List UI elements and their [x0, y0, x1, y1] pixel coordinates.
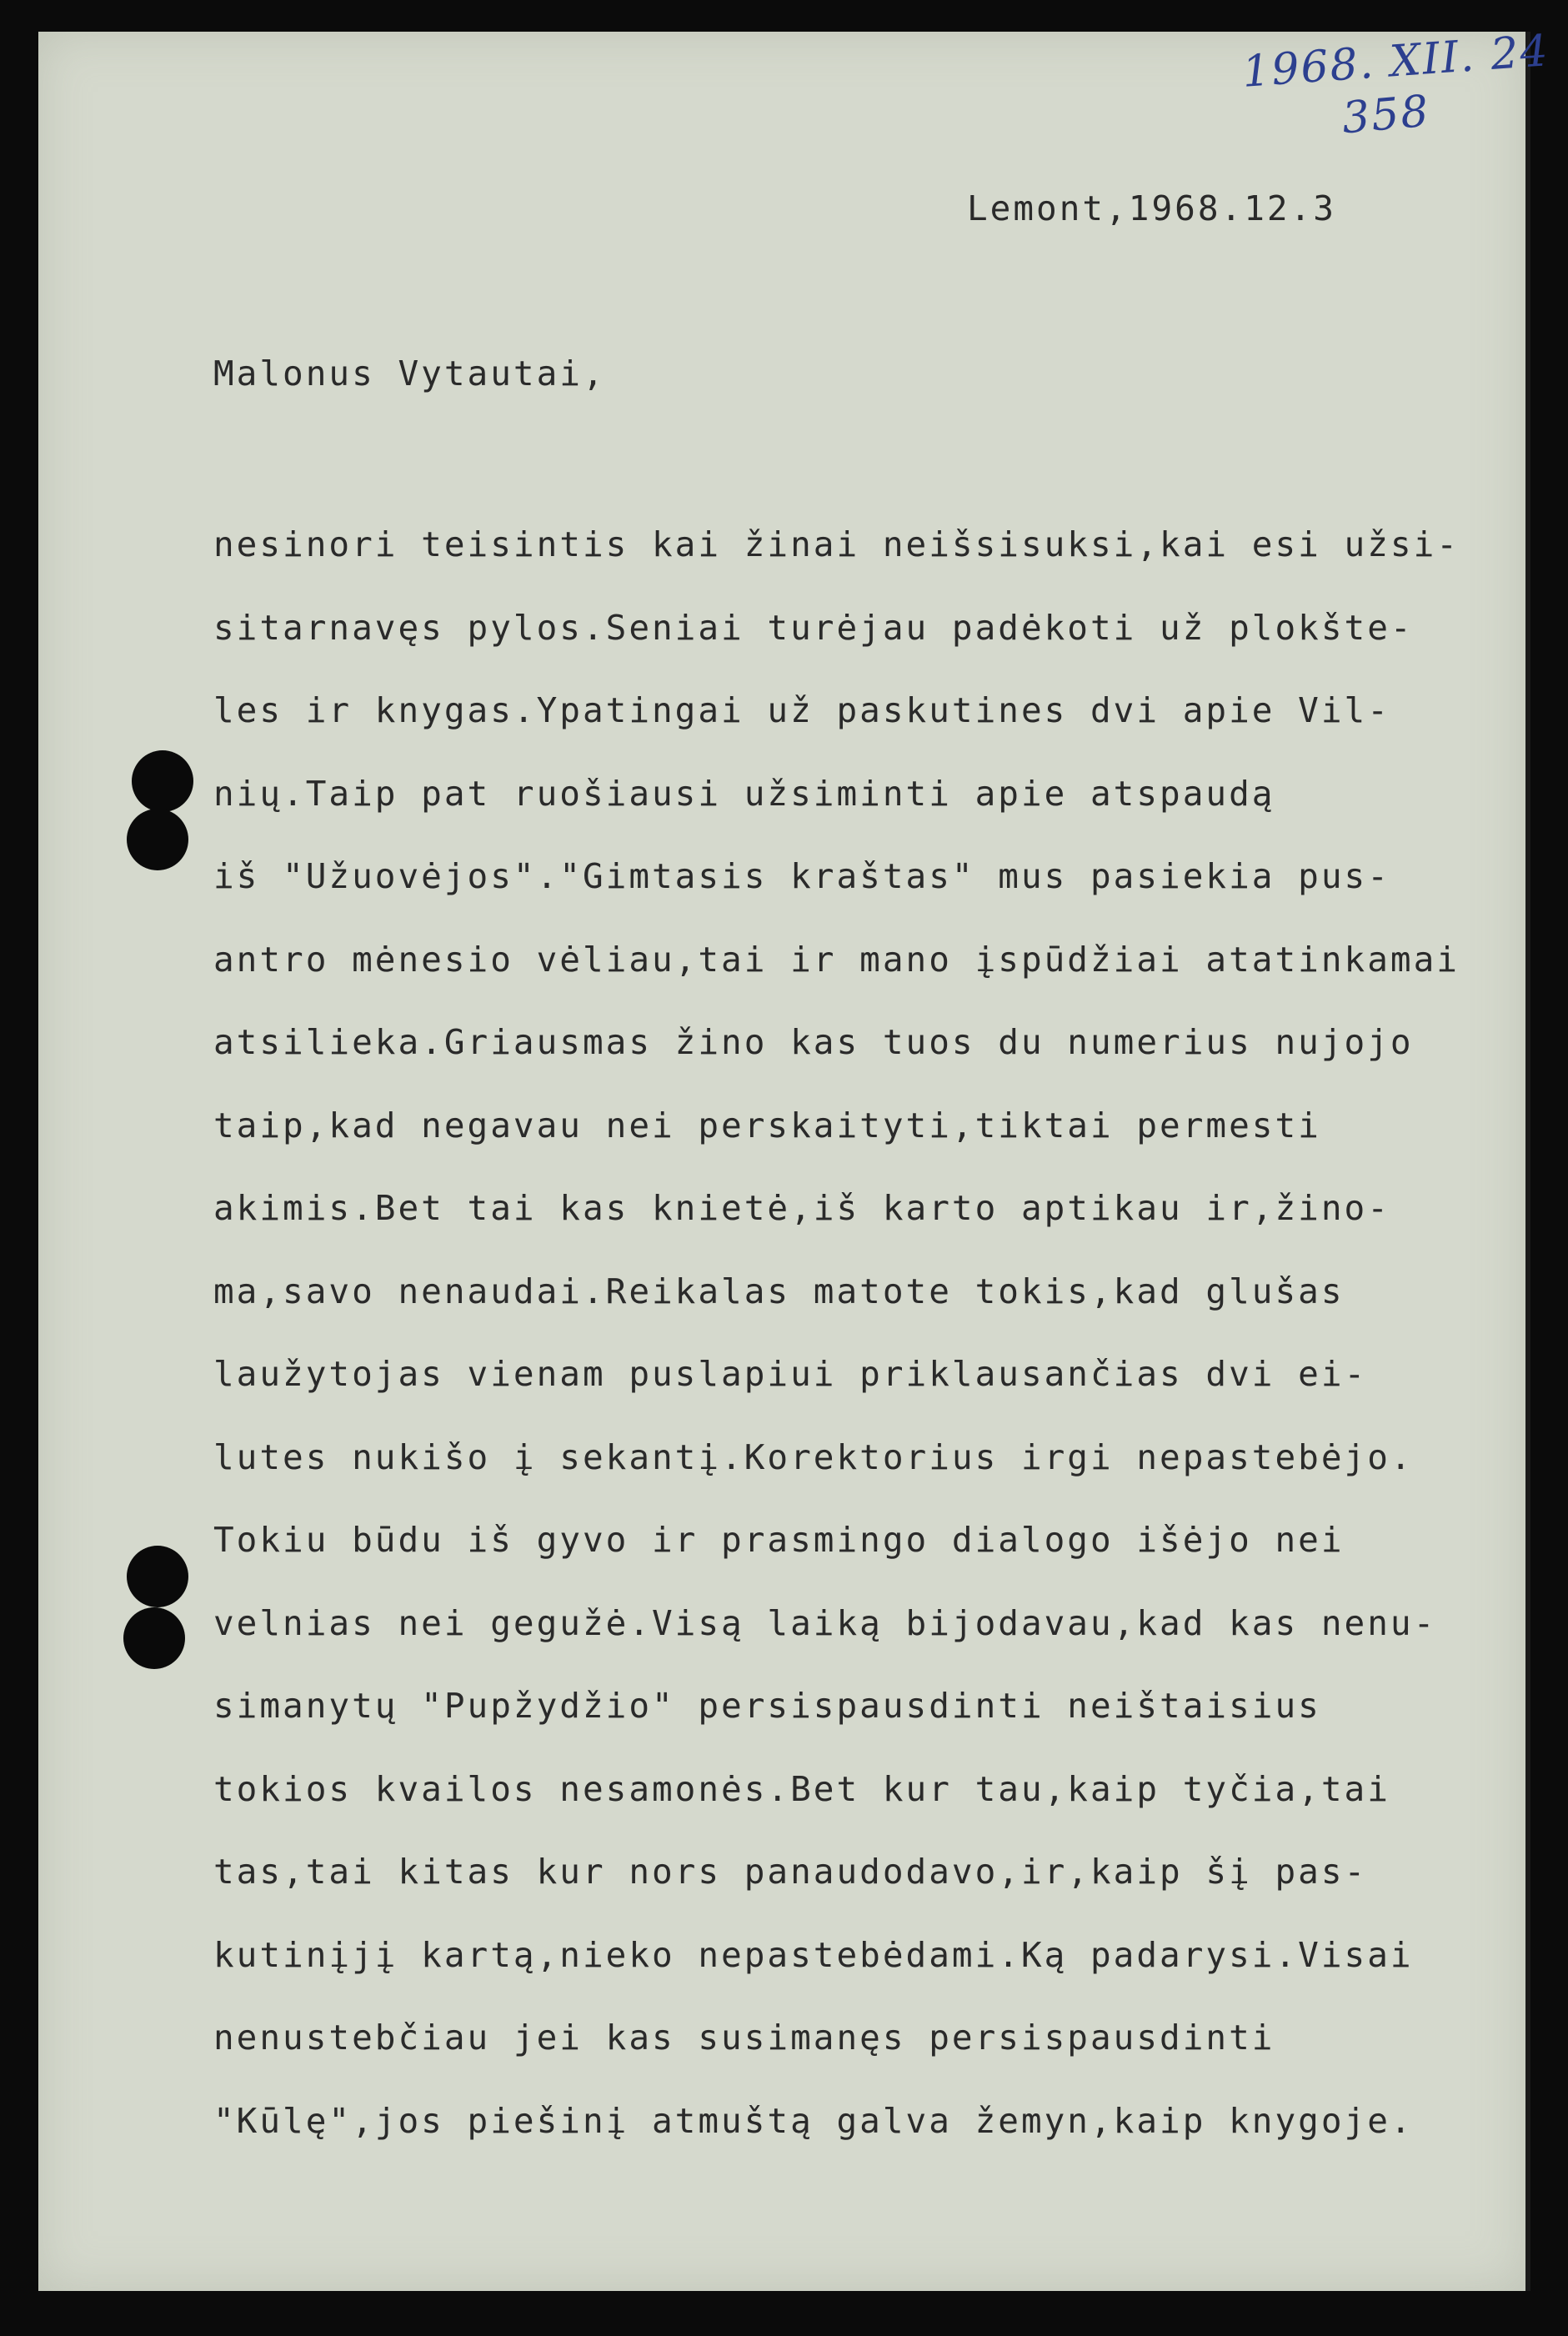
letter-body: [213, 524, 1460, 2183]
body-line: ma,savo nenaudai.Reikalas matote tokis,kad glušas: [213, 1271, 1345, 1311]
body-line: taip,kad negavau nei perskaityti,tiktai permesti: [213, 1105, 1321, 1145]
body-line: iš "Užuovėjos"."Gimtasis kraštas" mus pasiekia pus-: [213, 856, 1390, 896]
body-line: tas,tai kitas kur nors panaudodavo,ir,kaip šį pas-: [213, 1852, 1368, 1892]
body-line: atsilieka.Griausmas žino kas tuos du numerius nujojo: [213, 1022, 1414, 1062]
punch-hole: [127, 1546, 188, 1607]
page-edge-shadow: [1525, 32, 1530, 2291]
handwritten-number-note: 358: [1340, 86, 1432, 144]
body-line: simanytų "Pupžydžio" persispausdinti neištaisius: [213, 1686, 1321, 1726]
body-line: lutes nukišo į sekantį.Korektorius irgi nepastebėjo.: [213, 1436, 1414, 1477]
handwritten-date-note: 1968. XII. 24: [1240, 26, 1551, 98]
body-line: nesinori teisintis kai žinai neišsisuksi,kai esi užsi-: [213, 524, 1460, 564]
body-line: kutinįjį kartą,nieko nepastebėdami.Ką padarysi.Visai: [213, 1934, 1414, 1975]
place-and-date: Lemont,1968.12.3: [967, 188, 1336, 228]
body-line: les ir knygas.Ypatingai už paskutines dvi apie Vil-: [213, 690, 1390, 730]
punch-hole: [132, 750, 193, 812]
body-line: tokios kvailos nesamonės.Bet kur tau,kaip tyčia,tai: [213, 1768, 1390, 1809]
body-line: antro mėnesio vėliau,tai ir mano įspūdžiai atatinkamai: [213, 939, 1460, 980]
punch-hole: [127, 809, 188, 870]
body-line: nių.Taip pat ruošiausi užsiminti apie atspaudą: [213, 773, 1275, 814]
body-line: Tokiu būdu iš gyvo ir prasmingo dialogo išėjo nei: [213, 1520, 1345, 1560]
body-line: nenustebčiau jei kas susimanęs persispausdinti: [213, 2018, 1275, 2058]
salutation: Malonus Vytautai,: [213, 353, 606, 394]
body-line: laužytojas vienam puslapiui priklausančias dvi ei-: [213, 1354, 1368, 1394]
body-line: sitarnavęs pylos.Seniai turėjau padėkoti už plokšte-: [213, 607, 1414, 648]
body-line: akimis.Bet tai kas knietė,iš karto aptikau ir,žino-: [213, 1188, 1390, 1228]
body-line: velnias nei gegužė.Visą laiką bijodavau,kad kas nenu-: [213, 1602, 1437, 1643]
punch-hole: [123, 1607, 185, 1669]
body-line: "Kūlę",jos piešinį atmuštą galva žemyn,kaip knygoje.: [213, 2100, 1414, 2141]
